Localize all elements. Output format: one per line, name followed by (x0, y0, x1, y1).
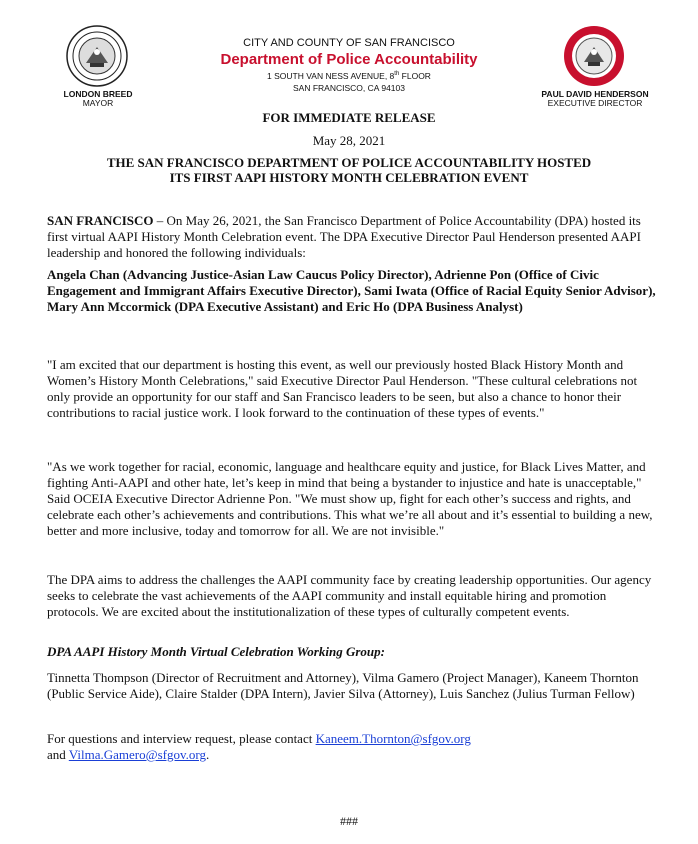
working-group-list: Tinnetta Thompson (Director of Recruitment and Attorney), Vilma Gamero (Project Manager), Kaneem Thornton (Public Service Aide), Claire Stalder (DPA Intern), Javier Silva (Attorney), Luis Sanchez (Julius Turman Fellow) (47, 670, 639, 701)
intro-paragraph: SAN FRANCISCO – On May 26, 2021, the San Francisco Department of Police Accountability (DPA) hosted its first virtual AAPI History Month Celebration event. The DPA Executive Director Paul Henderson presented AAPI leadership and honored the following individuals: (47, 213, 641, 260)
contact-email-kaneem[interactable]: Kaneem.Thornton@sfgov.org (315, 731, 471, 746)
release-date: May 28, 2021 (312, 133, 386, 148)
city-name: CITY AND COUNTY OF SAN FRANCISCO (243, 37, 455, 49)
contact-paragraph: For questions and interview request, please contact Kaneem.Thornton@sfgov.org and Vilma.Gamero@sfgov.org. (47, 731, 471, 762)
release-label: FOR IMMEDIATE RELEASE (262, 110, 436, 125)
headline: THE SAN FRANCISCO DEPARTMENT OF POLICE ACCOUNTABILITY HOSTED ITS FIRST AAPI HISTORY MONTH CELEBRATION EVENT (106, 155, 592, 185)
end-mark: ### (340, 814, 358, 828)
mayor-title: MAYOR (82, 98, 114, 108)
contact-email-vilma[interactable]: Vilma.Gamero@sfgov.org (68, 747, 206, 762)
director-title: EXECUTIVE DIRECTOR (547, 98, 643, 108)
henderson-quote: "I am excited that our department is hosting this event, as well our previously hosted Black History Month and Women’s History Month Celebrations," said Executive Director Paul Henderson. "These cultural celebrations not only provide an opportunity for our staff and San Francisco leaders to be seen, but also a chance to honor their contributions to racial justice work. I look forward to the continuation of these types of events." (47, 357, 638, 420)
address-line1: 1 SOUTH VAN NESS AVENUE, 8th FLOOR (267, 71, 431, 81)
mayor-name: LONDON BREED (63, 89, 133, 99)
director-name: PAUL DAVID HENDERSON (541, 89, 649, 99)
department-name: Department of Police Accountability (220, 51, 478, 68)
aims-paragraph: The DPA aims to address the challenges the AAPI community face by creating leadership opportunities. Our agency seeks to celebrate the vast achievements of the AAPI community and install equitable hiring and promotion protocols. We are excited about the institutionalization of these types of culturally competent events. (47, 572, 652, 619)
city-seal-icon (66, 25, 128, 87)
working-group-title: DPA AAPI History Month Virtual Celebration Working Group: (47, 644, 385, 659)
honorees-paragraph: Angela Chan (Advancing Justice-Asian Law Caucus Policy Director), Adrienne Pon (Office of Civic Engagement and Immigrant Affairs Executive Director), Sami Iwata (Office of Racial Equity Senior Advisor), Mary Ann Mccormick (DPA Executive Assistant) and Eric Ho (DPA Business Analyst) (47, 267, 656, 314)
dpa-seal-icon (563, 25, 625, 87)
dateline: SAN FRANCISCO (47, 213, 154, 228)
address-line2: SAN FRANCISCO, CA 94103 (293, 83, 405, 93)
pon-quote: "As we work together for racial, economic, language and healthcare equity and justice, for Black Lives Matter, and fighting Anti-AAPI and other hate, let’s keep in mind that being a bystander to injustice and hate is unacceptable," Said OCEIA Executive Director Adrienne Pon. "We must show up, fight for each other’s success and rights, and celebrate each other’s achievements and contributions. This what we’re all about and it’s essential to building a new, better and more inclusive, today and tomorrow for all. We are not invisible." (47, 459, 653, 538)
